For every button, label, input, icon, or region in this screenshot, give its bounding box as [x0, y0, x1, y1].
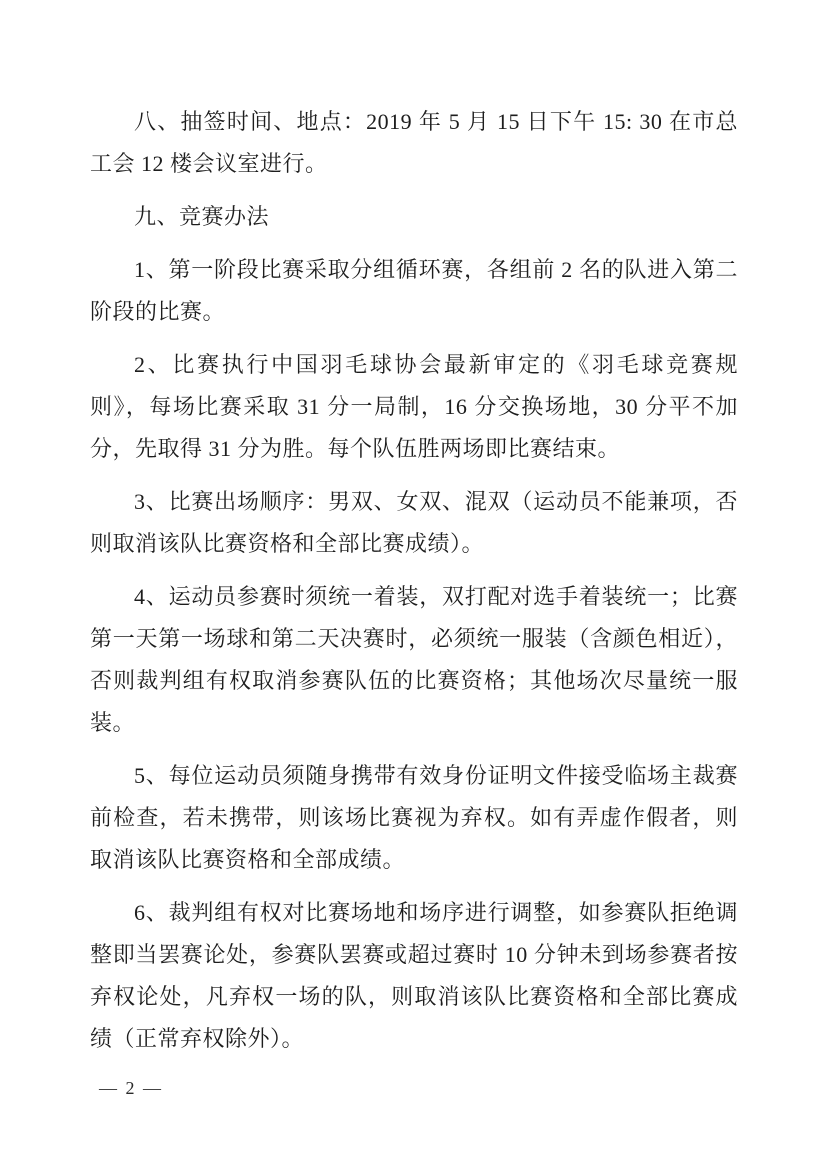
paragraph-rule-2-scoring: 2、比赛执行中国羽毛球协会最新审定的《羽毛球竞赛规则》，每场比赛采取 31 分一局制，16 分交换场地，30 分平不加分，先取得 31 分为胜。每个队伍胜两场即比赛结束。 — [90, 352, 738, 461]
paragraph-rule-4-uniforms: 4、运动员参赛时须统一着装，双打配对选手着装统一；比赛第一天第一场球和第二天决赛时，必须统一服装（含颜色相近），否则裁判组有权取消参赛队伍的比赛资格；其他场次尽量统一服装。 — [90, 584, 738, 735]
paragraph-draw-time-location: 八、抽签时间、地点：2019 年 5 月 15 日下午 15: 30 在市总工会 12 楼会议室进行。 — [90, 109, 738, 176]
document-body — [90, 101, 738, 1060]
section-heading-competition-method: 九、竞赛办法 — [134, 204, 270, 229]
paragraph-rule-6-referee-authority: 6、裁判组有权对比赛场地和场序进行调整，如参赛队拒绝调整即当罢赛论处，参赛队罢赛或超过赛时 10 分钟未到场参赛者按弃权论处，凡弃权一场的队，则取消该队比赛资格和全部比赛成绩（正常弃权除外）。 — [90, 900, 738, 1051]
paragraph-rule-3-match-order: 3、比赛出场顺序：男双、女双、混双（运动员不能兼项，否则取消该队比赛资格和全部比赛成绩）。 — [90, 489, 738, 556]
paragraph-rule-1-group-stage: 1、第一阶段比赛采取分组循环赛，各组前 2 名的队进入第二阶段的比赛。 — [90, 257, 738, 324]
paragraph-rule-5-id-check: 5、每位运动员须随身携带有效身份证明文件接受临场主裁赛前检查，若未携带，则该场比赛视为弃权。如有弄虚作假者，则取消该队比赛资格和全部成绩。 — [90, 763, 738, 872]
page-number: — 2 — — [99, 1078, 163, 1098]
